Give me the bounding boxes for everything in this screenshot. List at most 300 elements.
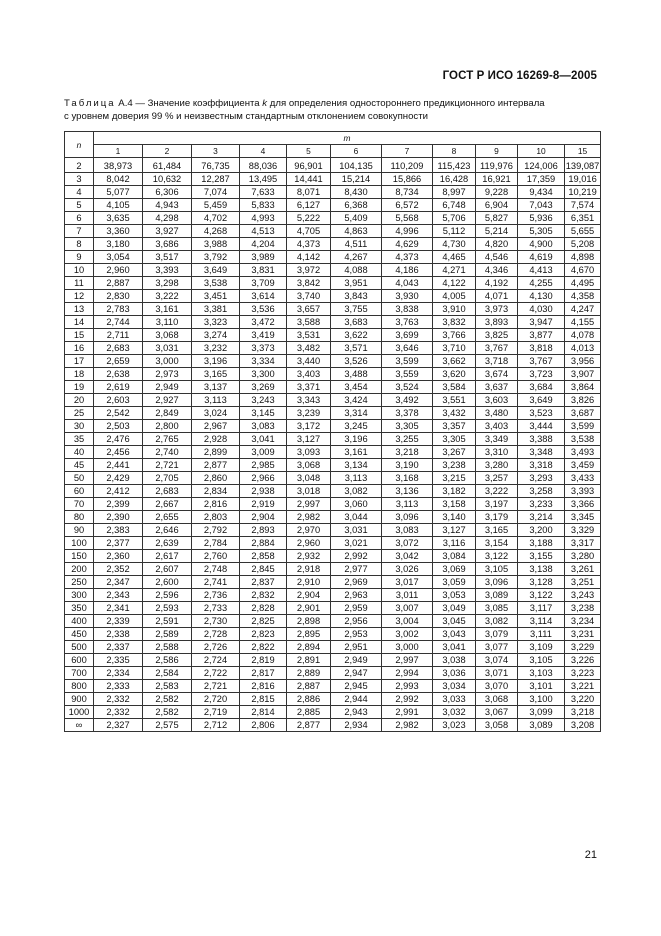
k-value-cell: 3,048	[287, 472, 331, 485]
k-value-cell: 3,196	[331, 433, 382, 446]
k-value-cell: 3,041	[433, 641, 476, 654]
k-value-cell: 2,683	[143, 485, 192, 498]
k-value-cell: 3,122	[476, 550, 518, 563]
k-value-cell: 2,943	[331, 706, 382, 719]
k-value-cell: 3,068	[287, 459, 331, 472]
k-value-cell: 2,910	[287, 576, 331, 589]
table-row	[65, 693, 601, 706]
k-value-cell: 3,117	[518, 602, 565, 615]
k-value-cell: 3,635	[94, 212, 143, 225]
k-value-cell: 2,953	[331, 628, 382, 641]
k-value-cell: 3,267	[433, 446, 476, 459]
k-value-cell: 5,222	[287, 212, 331, 225]
k-value-cell: 4,271	[433, 264, 476, 277]
k-value-cell: 4,996	[382, 225, 433, 238]
k-value-cell: 2,586	[143, 654, 192, 667]
k-value-cell: 3,220	[565, 693, 601, 706]
k-value-cell: 4,629	[382, 238, 433, 251]
k-value-cell: 4,005	[433, 290, 476, 303]
k-value-cell: 3,000	[382, 641, 433, 654]
k-value-cell: 2,705	[143, 472, 192, 485]
k-value-cell: 3,082	[331, 485, 382, 498]
k-value-cell: 3,687	[565, 407, 601, 420]
k-value-cell: 3,360	[94, 225, 143, 238]
k-value-cell: 3,293	[518, 472, 565, 485]
k-value-cell: 2,918	[287, 563, 331, 576]
k-value-cell: 2,877	[287, 719, 331, 732]
k-value-cell: 3,305	[433, 433, 476, 446]
table-row	[65, 342, 601, 355]
k-value-cell: 3,109	[518, 641, 565, 654]
k-value-cell: 2,334	[94, 667, 143, 680]
k-value-cell: 3,388	[518, 433, 565, 446]
k-value-cell: 3,972	[287, 264, 331, 277]
k-value-cell: 3,843	[331, 290, 382, 303]
k-value-cell: 2,992	[331, 550, 382, 563]
k-value-cell: 3,111	[518, 628, 565, 641]
k-value-cell: 3,023	[433, 719, 476, 732]
k-value-cell: 4,043	[382, 277, 433, 290]
k-value-cell: 2,659	[94, 355, 143, 368]
k-value-cell: 4,900	[518, 238, 565, 251]
k-value-cell: 16,428	[433, 173, 476, 186]
k-value-cell: 3,930	[382, 290, 433, 303]
k-value-cell: 2,951	[331, 641, 382, 654]
k-value-cell: 3,154	[476, 537, 518, 550]
k-value-cell: 2,886	[287, 693, 331, 706]
m-column-header: 6	[331, 145, 382, 158]
k-value-cell: 3,103	[518, 667, 565, 680]
m-column-header: 4	[240, 145, 287, 158]
k-value-cell: 8,042	[94, 173, 143, 186]
k-value-cell: 2,992	[382, 693, 433, 706]
k-value-cell: 5,655	[565, 225, 601, 238]
k-value-cell: 3,165	[192, 368, 240, 381]
table-row	[65, 186, 601, 199]
k-value-cell: 5,827	[476, 212, 518, 225]
n-value-cell: 350	[65, 602, 94, 615]
k-value-cell: 3,826	[565, 394, 601, 407]
k-value-cell: 2,884	[240, 537, 287, 550]
k-value-cell: 3,215	[433, 472, 476, 485]
k-value-cell: 2,783	[94, 303, 143, 316]
table-row	[65, 277, 601, 290]
k-value-cell: 2,967	[192, 420, 240, 433]
table-row	[65, 158, 601, 173]
k-value-cell: 3,318	[518, 459, 565, 472]
k-value-cell: 3,071	[476, 667, 518, 680]
k-value-cell: 3,222	[476, 485, 518, 498]
k-value-cell: 3,440	[287, 355, 331, 368]
k-value-cell: 3,229	[565, 641, 601, 654]
k-value-cell: 3,070	[476, 680, 518, 693]
k-value-cell: 2,814	[240, 706, 287, 719]
n-value-cell: 13	[65, 303, 94, 316]
k-value-cell: 3,349	[476, 433, 518, 446]
k-value-cell: 2,589	[143, 628, 192, 641]
k-value-cell: 3,818	[518, 342, 565, 355]
k-value-cell: 5,568	[382, 212, 433, 225]
k-value-cell: 3,122	[518, 589, 565, 602]
k-value-cell: 3,989	[240, 251, 287, 264]
k-value-cell: 6,306	[143, 186, 192, 199]
k-value-cell: 2,959	[331, 602, 382, 615]
k-value-cell: 2,893	[240, 524, 287, 537]
k-value-cell: 2,582	[143, 693, 192, 706]
k-value-cell: 8,071	[287, 186, 331, 199]
k-value-cell: 3,357	[433, 420, 476, 433]
k-value-cell: 6,572	[382, 199, 433, 212]
k-value-cell: 4,730	[433, 238, 476, 251]
m-column-header: 8	[433, 145, 476, 158]
k-value-cell: 19,016	[565, 173, 601, 186]
k-value-cell: 16,921	[476, 173, 518, 186]
k-value-cell: 3,155	[518, 550, 565, 563]
k-value-cell: 3,072	[382, 537, 433, 550]
k-value-cell: 5,214	[476, 225, 518, 238]
k-value-cell: 4,030	[518, 303, 565, 316]
k-value-cell: 3,637	[476, 381, 518, 394]
k-value-cell: 3,036	[433, 667, 476, 680]
k-value-cell: 3,451	[192, 290, 240, 303]
k-value-cell: 4,204	[240, 238, 287, 251]
k-value-cell: 3,245	[331, 420, 382, 433]
n-value-cell: 70	[65, 498, 94, 511]
table-row	[65, 641, 601, 654]
k-value-cell: 2,898	[287, 615, 331, 628]
k-value-cell: 4,358	[565, 290, 601, 303]
k-value-cell: 3,089	[476, 589, 518, 602]
k-value-cell: 3,053	[433, 589, 476, 602]
k-value-cell: 3,200	[518, 524, 565, 537]
table-row	[65, 472, 601, 485]
k-value-cell: 2,830	[94, 290, 143, 303]
k-value-cell: 2,441	[94, 459, 143, 472]
k-value-cell: 2,720	[192, 693, 240, 706]
k-value-cell: 3,951	[331, 277, 382, 290]
k-value-cell: 2,932	[287, 550, 331, 563]
n-value-cell: 450	[65, 628, 94, 641]
n-value-cell: 9	[65, 251, 94, 264]
table-row	[65, 433, 601, 446]
k-value-cell: 3,138	[518, 563, 565, 576]
k-value-cell: 3,766	[433, 329, 476, 342]
k-value-cell: 2,352	[94, 563, 143, 576]
table-row	[65, 251, 601, 264]
k-value-cell: 88,036	[240, 158, 287, 173]
k-value-cell: 3,031	[143, 342, 192, 355]
k-value-cell: 3,432	[433, 407, 476, 420]
k-value-cell: 4,373	[287, 238, 331, 251]
k-value-cell: 9,228	[476, 186, 518, 199]
table-row	[65, 368, 601, 381]
k-value-cell: 10,219	[565, 186, 601, 199]
k-value-cell: 2,335	[94, 654, 143, 667]
k-value-cell: 2,994	[382, 667, 433, 680]
k-value-cell: 3,033	[433, 693, 476, 706]
m-column-header: 1	[94, 145, 143, 158]
k-value-cell: 3,825	[476, 329, 518, 342]
k-value-cell: 3,000	[143, 355, 192, 368]
k-value-cell: 6,904	[476, 199, 518, 212]
k-value-cell: 3,767	[476, 342, 518, 355]
k-value-cell: 3,100	[518, 693, 565, 706]
table-row	[65, 576, 601, 589]
table-row	[65, 498, 601, 511]
k-value-cell: 2,969	[331, 576, 382, 589]
k-value-cell: 76,735	[192, 158, 240, 173]
k-value-cell: 3,686	[143, 238, 192, 251]
k-value-cell: 3,161	[143, 303, 192, 316]
k-value-cell: 124,006	[518, 158, 565, 173]
k-value-cell: 5,936	[518, 212, 565, 225]
k-value-cell: 2,837	[240, 576, 287, 589]
k-value-cell: 2,816	[240, 680, 287, 693]
caption-text-a: — Значение коэффициента	[132, 98, 263, 109]
table-header-row-2	[65, 145, 601, 158]
k-value-cell: 3,251	[565, 576, 601, 589]
k-value-cell: 2,332	[94, 706, 143, 719]
k-value-cell: 2,970	[287, 524, 331, 537]
k-value-cell: 2,726	[192, 641, 240, 654]
table-row	[65, 524, 601, 537]
k-value-cell: 38,973	[94, 158, 143, 173]
k-value-cell: 3,709	[240, 277, 287, 290]
k-value-cell: 2,819	[240, 654, 287, 667]
table-row	[65, 394, 601, 407]
k-value-cell: 2,736	[192, 589, 240, 602]
k-value-cell: 3,096	[382, 511, 433, 524]
k-value-cell: 3,233	[518, 498, 565, 511]
k-value-cell: 3,222	[143, 290, 192, 303]
n-value-cell: 18	[65, 368, 94, 381]
k-value-cell: 7,074	[192, 186, 240, 199]
k-value-cell: 3,366	[565, 498, 601, 511]
k-value-cell: 3,043	[433, 628, 476, 641]
k-value-cell: 3,232	[192, 342, 240, 355]
k-value-cell: 3,599	[382, 355, 433, 368]
n-value-cell: 500	[65, 641, 94, 654]
k-value-cell: 3,403	[476, 420, 518, 433]
k-value-cell: 3,059	[433, 576, 476, 589]
table-row	[65, 628, 601, 641]
n-value-cell: 11	[65, 277, 94, 290]
k-value-cell: 3,127	[433, 524, 476, 537]
k-value-cell: 2,960	[94, 264, 143, 277]
n-value-cell: 7	[65, 225, 94, 238]
k-value-cell: 2,817	[240, 667, 287, 680]
m-column-header: 3	[192, 145, 240, 158]
k-value-cell: 2,792	[192, 524, 240, 537]
k-value-cell: 3,261	[565, 563, 601, 576]
k-value-cell: 3,243	[240, 394, 287, 407]
k-value-cell: 3,024	[192, 407, 240, 420]
caption-line-1	[64, 98, 600, 111]
k-value-cell: 3,718	[476, 355, 518, 368]
k-value-cell: 2,646	[143, 524, 192, 537]
table-row	[65, 459, 601, 472]
k-value-cell: 3,083	[240, 420, 287, 433]
k-value-cell: 4,267	[331, 251, 382, 264]
k-value-cell: 3,105	[476, 563, 518, 576]
k-value-cell: 12,287	[192, 173, 240, 186]
k-value-cell: 3,538	[192, 277, 240, 290]
caption-prefix: Таблица	[64, 98, 116, 109]
table-row	[65, 225, 601, 238]
k-value-cell: 2,337	[94, 641, 143, 654]
k-value-cell: 4,122	[433, 277, 476, 290]
k-value-cell: 2,619	[94, 381, 143, 394]
k-value-cell: 2,991	[382, 706, 433, 719]
k-value-cell: 2,860	[192, 472, 240, 485]
k-value-cell: 3,218	[382, 446, 433, 459]
k-value-cell: 2,741	[192, 576, 240, 589]
k-value-cell: 3,523	[518, 407, 565, 420]
k-value-cell: 3,444	[518, 420, 565, 433]
k-value-cell: 2,327	[94, 719, 143, 732]
k-value-cell: 3,026	[382, 563, 433, 576]
k-value-cell: 3,393	[143, 264, 192, 277]
n-value-cell: 25	[65, 407, 94, 420]
n-value-cell: 10	[65, 264, 94, 277]
k-value-cell: 2,887	[287, 680, 331, 693]
k-value-cell: 3,792	[192, 251, 240, 264]
k-value-cell: 3,044	[331, 511, 382, 524]
k-value-cell: 3,096	[476, 576, 518, 589]
k-value-cell: 3,045	[433, 615, 476, 628]
k-value-cell: 3,381	[192, 303, 240, 316]
k-value-cell: 3,348	[518, 446, 565, 459]
k-value-cell: 3,831	[240, 264, 287, 277]
k-value-cell: 3,068	[476, 693, 518, 706]
k-value-cell: 2,711	[94, 329, 143, 342]
k-value-cell: 15,214	[331, 173, 382, 186]
n-column-header: n	[65, 132, 94, 158]
n-value-cell: 20	[65, 394, 94, 407]
k-value-cell: 3,646	[382, 342, 433, 355]
k-value-cell: 3,488	[331, 368, 382, 381]
k-value-cell: 2,655	[143, 511, 192, 524]
k-value-cell: 2,895	[287, 628, 331, 641]
k-value-cell: 2,583	[143, 680, 192, 693]
k-value-cell: 4,702	[192, 212, 240, 225]
k-value-cell: 3,137	[192, 381, 240, 394]
k-value-cell: 2,760	[192, 550, 240, 563]
k-value-cell: 3,128	[518, 576, 565, 589]
n-value-cell: 300	[65, 589, 94, 602]
k-value-cell: 3,042	[382, 550, 433, 563]
k-value-cell: 3,032	[433, 706, 476, 719]
k-value-cell: 2,575	[143, 719, 192, 732]
n-value-cell: 45	[65, 459, 94, 472]
k-value-cell: 3,113	[331, 472, 382, 485]
n-value-cell: 600	[65, 654, 94, 667]
k-value-cell: 2,997	[287, 498, 331, 511]
k-value-cell: 6,748	[433, 199, 476, 212]
k-value-cell: 2,963	[331, 589, 382, 602]
k-value-cell: 3,134	[331, 459, 382, 472]
k-value-cell: 3,002	[382, 628, 433, 641]
k-value-cell: 3,832	[433, 316, 476, 329]
n-value-cell: 800	[65, 680, 94, 693]
k-value-cell: 2,712	[192, 719, 240, 732]
table-caption	[64, 98, 600, 123]
k-value-cell: 3,060	[331, 498, 382, 511]
k-value-cell: 2,748	[192, 563, 240, 576]
table-row	[65, 550, 601, 563]
k-value-cell: 4,192	[476, 277, 518, 290]
k-value-cell: 2,938	[240, 485, 287, 498]
k-value-cell: 3,238	[433, 459, 476, 472]
k-value-cell: 3,559	[382, 368, 433, 381]
k-value-cell: 3,620	[433, 368, 476, 381]
n-value-cell: 60	[65, 485, 94, 498]
k-value-cell: 3,068	[143, 329, 192, 342]
k-value-cell: 3,110	[143, 316, 192, 329]
k-value-cell: 3,323	[192, 316, 240, 329]
k-value-cell: 2,360	[94, 550, 143, 563]
k-value-cell: 2,339	[94, 615, 143, 628]
k-value-cell: 3,179	[476, 511, 518, 524]
n-value-cell: 35	[65, 433, 94, 446]
k-value-cell: 3,424	[331, 394, 382, 407]
k-value-cell: 3,614	[240, 290, 287, 303]
k-value-cell: 3,274	[192, 329, 240, 342]
k-value-cell: 7,043	[518, 199, 565, 212]
k-value-cell: 8,430	[331, 186, 382, 199]
k-value-cell: 8,997	[433, 186, 476, 199]
k-value-cell: 3,165	[476, 524, 518, 537]
n-value-cell: 700	[65, 667, 94, 680]
k-value-cell: 5,112	[433, 225, 476, 238]
k-value-cell: 3,196	[192, 355, 240, 368]
k-value-cell: 3,239	[287, 407, 331, 420]
k-value-cell: 3,099	[518, 706, 565, 719]
k-value-cell: 3,182	[433, 485, 476, 498]
k-value-cell: 2,885	[287, 706, 331, 719]
k-value-cell: 3,158	[433, 498, 476, 511]
k-value-cell: 7,574	[565, 199, 601, 212]
n-value-cell: 12	[65, 290, 94, 303]
k-value-cell: 9,434	[518, 186, 565, 199]
n-value-cell: 30	[65, 420, 94, 433]
k-value-cell: 2,730	[192, 615, 240, 628]
k-value-cell: 3,956	[565, 355, 601, 368]
caption-number: А.4	[118, 98, 133, 109]
n-value-cell: 3	[65, 173, 94, 186]
k-value-cell: 2,429	[94, 472, 143, 485]
k-value-cell: 104,135	[331, 158, 382, 173]
k-value-cell: 2,667	[143, 498, 192, 511]
n-value-cell: 90	[65, 524, 94, 537]
k-value-cell: 4,465	[433, 251, 476, 264]
k-value-cell: 7,633	[240, 186, 287, 199]
k-value-cell: 2,617	[143, 550, 192, 563]
k-value-cell: 3,168	[382, 472, 433, 485]
table-row	[65, 485, 601, 498]
m-column-header: 7	[382, 145, 433, 158]
k-value-cell: 2,584	[143, 667, 192, 680]
n-value-cell: 50	[65, 472, 94, 485]
k-value-cell: 2,503	[94, 420, 143, 433]
table-row	[65, 264, 601, 277]
k-value-cell: 3,371	[287, 381, 331, 394]
k-value-cell: 2,765	[143, 433, 192, 446]
k-value-cell: 2,899	[192, 446, 240, 459]
k-value-cell: 3,300	[240, 368, 287, 381]
k-value-cell: 15,866	[382, 173, 433, 186]
k-value-cell: 3,093	[287, 446, 331, 459]
